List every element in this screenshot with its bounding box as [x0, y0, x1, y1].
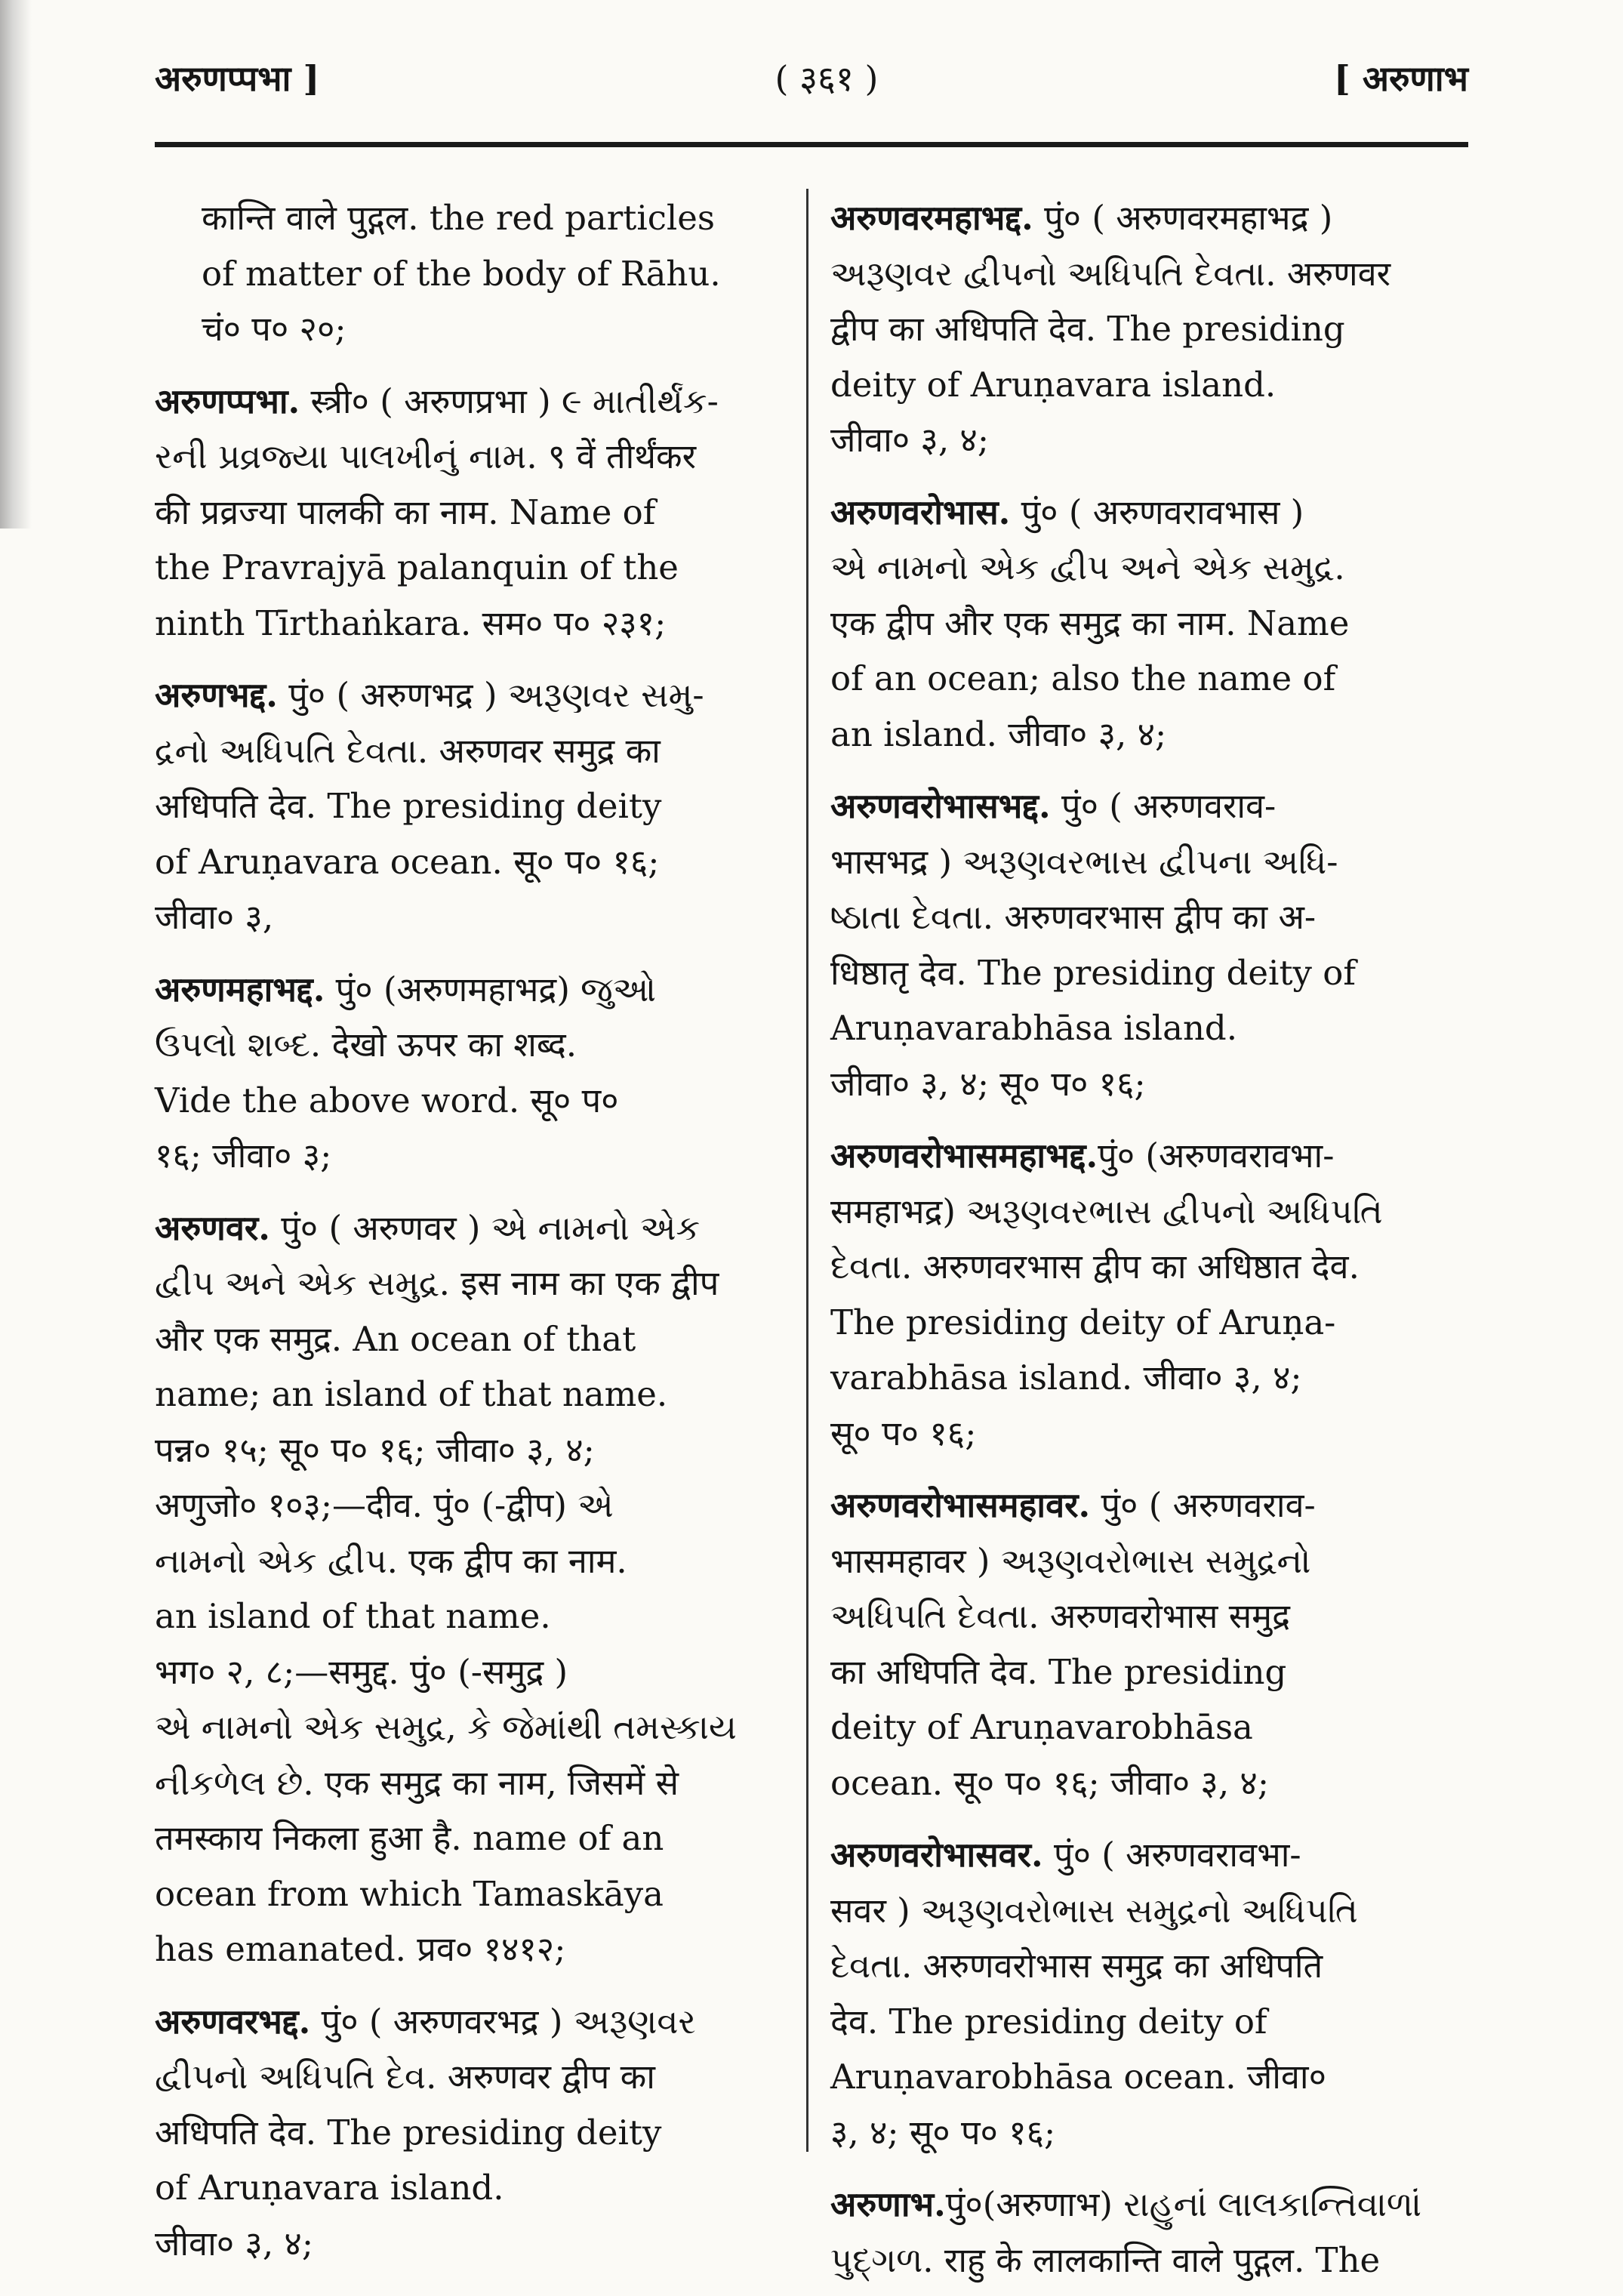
dictionary-entry: [155, 190, 789, 357]
dictionary-entry: [830, 1478, 1468, 1811]
entry-text: રની પ્રવ્રજ્યા પાલખીનું નામ. ९ वें तीर्थंकर: [155, 436, 696, 476]
entry-headword: अरुणवरोभासवर.: [830, 1835, 1043, 1875]
entry-line: [202, 301, 789, 357]
entry-line: [830, 190, 1468, 246]
entry-text: of Aruṇavara ocean. सू० प० १६;: [155, 841, 660, 882]
entry-headword: अरुणवरभद्द.: [155, 2001, 311, 2042]
entry-text: પુદ્ગળ. राहु के लालकान्ति वाले पुद्गल. The: [830, 2239, 1381, 2280]
entry-text: અરૂણવર દ્વીપનો અધિપતિ દેવતા. अरुणवर: [830, 253, 1391, 294]
entry-line: [830, 301, 1468, 357]
dictionary-entry: [830, 778, 1468, 1111]
entry-line: [830, 1350, 1468, 1406]
entry-headword: अरुणवरमहाभद्द.: [830, 198, 1033, 238]
entry-line: [155, 1994, 789, 2050]
entry-line: [155, 1700, 789, 1755]
entry-text: એ નામનો એક દ્વીપ અને એક સમુદ્ર.: [830, 547, 1345, 587]
entry-text: of Aruṇavara island.: [155, 2168, 504, 2208]
entry-line: [830, 1994, 1468, 2050]
entry-text: નીકળેલ છે. एक समुद्र का नाम, जिसमें से: [155, 1762, 679, 1803]
entry-text: ઉપલો શબ્દ. देखो ऊपर का शब्द.: [155, 1025, 577, 1065]
entry-text: सवर ) અરૂણવરોભાસ સમુદ્રનો અધિપતિ: [830, 1890, 1358, 1931]
entry-text: सू० प० १६;: [830, 1413, 977, 1453]
entry-text: स्त्री० ( अरुणप्रभा ) ૯ માતીર્થંક-: [300, 381, 719, 421]
entry-text: deity of Aruṇavarobhāsa: [830, 1707, 1253, 1747]
entry-headword: अरुणवरोभासभद्द.: [830, 786, 1051, 826]
entry-line: [155, 1589, 789, 1644]
entry-text: जीवा० ३,: [155, 897, 274, 937]
header-left-guideword: अरुणप्पभा ]: [155, 58, 320, 99]
entry-text: धिष्ठातृ देव. The presiding deity of: [830, 952, 1357, 993]
entry-text: पुं० ( अरुणवरावभास ): [1010, 492, 1304, 532]
entry-line: [155, 667, 789, 723]
entry-text: द्वीप का अधिपति देव. The presiding: [830, 309, 1345, 349]
entry-line: [155, 540, 789, 596]
entry-line: [830, 596, 1468, 652]
entry-text: ocean from which Tamaskāya: [155, 1873, 664, 1914]
entry-text: अधिपति देव. The presiding deity: [155, 786, 662, 826]
entry-line: [155, 1367, 789, 1422]
entry-line: [155, 374, 789, 430]
entry-line: [155, 485, 789, 541]
entry-text: पुं० ( अरुणभद्र ) અરૂણવર સમુ-: [277, 675, 704, 715]
entry-text: पुं०(अरुणाभ) રાહુનાં લાલકાન્તિવાળાં: [945, 2184, 1422, 2224]
entry-line: [830, 1406, 1468, 1462]
right-column: [830, 190, 1468, 2288]
entry-text: की प्रव्रज्या पालकी का नाम. Name of: [155, 492, 656, 532]
entry-line: [830, 1589, 1468, 1644]
column-separator: [806, 189, 808, 2152]
entry-text: દેવતા. अरुणवरभास द्वीप का अधिष्ठात देव.: [830, 1247, 1360, 1287]
left-column: [155, 190, 789, 2271]
entry-line: [830, 1239, 1468, 1295]
entry-line: [155, 2105, 789, 2161]
header-right-guideword: [ अरुणाभ: [1334, 58, 1468, 99]
entry-line: [155, 1128, 789, 1184]
entry-text: पन्न० १५; सू० प० १६; जीवा० ३, ४;: [155, 1429, 595, 1470]
entry-line: [830, 2233, 1468, 2288]
entry-text: of an ocean; also the name of: [830, 658, 1336, 698]
entry-text: पुं० ( अरुणवरभद्र ) અરૂણવર: [310, 2001, 696, 2042]
entry-line: [830, 1533, 1468, 1589]
entry-text: નામનો એક દ્વીપ. एक द्वीप का नाम.: [155, 1540, 627, 1581]
entry-text: દ્વીપનો અધિપતિ દેવ. अरुणवर द्वीप का: [155, 2057, 655, 2097]
entry-text: has emanated. प्रव० १४१२;: [155, 1929, 566, 1969]
entry-line: [155, 1478, 789, 1533]
entry-text: the Pravrajyā palanquin of the: [155, 547, 679, 587]
entry-text: भासभद्र ) અરૂણવરભાસ દ્વીપના અધિ-: [830, 841, 1338, 882]
dictionary-entry: [830, 190, 1468, 468]
entry-line: [830, 1700, 1468, 1755]
entry-text: भग० २, ८;—समुद्द. पुं० (-समुद्र ): [155, 1651, 568, 1692]
entry-line: [155, 1256, 789, 1311]
entry-headword: अरुणमहाभद्द.: [155, 969, 325, 1009]
entry-line: [155, 2216, 789, 2272]
entry-line: [155, 962, 789, 1018]
entry-text: पुं० ( अरुणवराव-: [1090, 1485, 1316, 1525]
entry-text: એ નામનો એક સમુદ્ર, કે જેમાંથી તમસ્કાય: [155, 1707, 737, 1747]
entry-text: of matter of the body of Rāhu.: [202, 253, 721, 294]
entry-line: [155, 2160, 789, 2216]
entry-headword: अरुणभद्द.: [155, 675, 278, 715]
entry-line: [830, 707, 1468, 763]
entry-text: पुं० ( अरुणवरमहाभद्र ): [1033, 198, 1333, 238]
entry-text: का अधिपति देव. The presiding: [830, 1651, 1287, 1692]
dictionary-entry: [155, 374, 789, 652]
entry-line: [155, 778, 789, 834]
entry-text: और एक समुद्र. An ocean of that: [155, 1318, 636, 1359]
entry-line: [155, 1922, 789, 1977]
dictionary-entry: [830, 1128, 1468, 1461]
entry-line: [830, 1128, 1468, 1184]
entry-text: पुं० ( अरुणवरावभा-: [1042, 1835, 1301, 1875]
entry-line: [830, 889, 1468, 945]
entry-line: [155, 429, 789, 485]
entry-line: [202, 190, 789, 246]
entry-line: [155, 1017, 789, 1073]
entry-line: [155, 1422, 789, 1478]
entry-line: [155, 889, 789, 945]
entry-text: દેવતા. अरुणवरोभास समुद्र का अधिपति: [830, 1946, 1323, 1986]
entry-line: [830, 1000, 1468, 1056]
entry-text: an island. जीवा० ३, ४;: [830, 713, 1167, 754]
entry-text: देव. The presiding deity of: [830, 2001, 1267, 2042]
entry-text: Aruṇavarobhāsa ocean. जीवा०: [830, 2057, 1326, 2097]
entry-line: [830, 357, 1468, 413]
entry-headword: अरुणप्पभा.: [155, 381, 300, 421]
entry-text: भासमहावर ) અરૂણવરોભાસ સમુદ્રનો: [830, 1540, 1311, 1581]
entry-text: Aruṇavarabhāsa island.: [830, 1008, 1238, 1048]
entry-text: ષ્ઠાતા દેવતા. अरुणवरभास द्वीप का अ-: [830, 897, 1317, 937]
entry-line: [155, 2049, 789, 2105]
entry-line: [830, 1478, 1468, 1533]
entry-line: [830, 1883, 1468, 1939]
entry-text: The presiding deity of Aruṇa-: [830, 1302, 1336, 1342]
entry-text: deity of Aruṇavara island.: [830, 364, 1277, 405]
entry-text: દ્વીપ અને એક સમુદ્ર. इस नाम का एक द्वीप: [155, 1263, 719, 1303]
entry-line: [830, 2177, 1468, 2233]
entry-line: [155, 1866, 789, 1922]
entry-text: जीवा० ३, ४;: [830, 420, 989, 460]
entry-line: [830, 540, 1468, 596]
entry-line: [830, 2105, 1468, 2161]
entry-headword: अरुणवर.: [155, 1207, 270, 1248]
entry-text: an island of that name.: [155, 1596, 551, 1636]
entry-text: पुं० (अरुणमहाभद्र) જુઓ: [325, 969, 656, 1009]
entry-text: ३, ४; सू० प० १६;: [830, 2112, 1056, 2153]
entry-line: [830, 778, 1468, 834]
entry-line: [830, 1938, 1468, 1994]
entry-text: अणुजो० १०३;—दीव. पुं० (-द्वीप) એ: [155, 1485, 614, 1525]
entry-text: चं० प० २०;: [202, 309, 346, 349]
dictionary-entry: [155, 1200, 789, 1977]
entry-line: [830, 1644, 1468, 1700]
page-header: [155, 47, 1468, 115]
entry-line: [830, 2049, 1468, 2105]
entry-headword: अरुणवरोभासमहाभद्द.: [830, 1136, 1098, 1176]
entry-headword: अरुणाभ.: [830, 2184, 946, 2224]
entry-line: [155, 1073, 789, 1129]
entry-line: [830, 945, 1468, 1001]
entry-line: [155, 596, 789, 652]
entry-line: [830, 834, 1468, 890]
entry-line: [830, 412, 1468, 468]
binding-edge: [0, 0, 32, 529]
entry-text: कान्ति वाले पुद्गल. the red particles: [202, 198, 716, 238]
entry-text: દ્રનો અધિપતિ દેવતા. अरुणवर समुद्र का: [155, 730, 661, 771]
dictionary-entry: [830, 1827, 1468, 2160]
entry-text: अधिपति देव. The presiding deity: [155, 2112, 662, 2153]
entry-text: एक द्वीप और एक समुद्र का नाम. Name: [830, 603, 1350, 643]
dictionary-entry: [155, 667, 789, 945]
dictionary-entry: [830, 485, 1468, 763]
entry-line: [155, 1200, 789, 1256]
entry-text: Vide the above word. सू० प०: [155, 1080, 619, 1120]
entry-text: ninth Tīrthaṅkara. सम० प० २३१;: [155, 603, 667, 643]
entry-text: जीवा० ३, ४;: [155, 2223, 313, 2264]
entry-line: [830, 651, 1468, 707]
entry-line: [155, 1533, 789, 1589]
dictionary-entry: [830, 2177, 1468, 2288]
entry-text: name; an island of that name.: [155, 1374, 668, 1414]
entry-line: [830, 1755, 1468, 1811]
page-number: ( ३६१ ): [775, 58, 879, 99]
entry-line: [830, 1184, 1468, 1240]
header-rule: [155, 142, 1468, 147]
entry-text: १६; जीवा० ३;: [155, 1136, 332, 1176]
entry-line: [830, 1827, 1468, 1883]
entry-line: [155, 834, 789, 890]
dictionary-entry: [155, 962, 789, 1184]
entry-line: [830, 246, 1468, 302]
entry-text: समहाभद्र) અરૂણવરભાસ દ્વીપનો અધિપતિ: [830, 1191, 1383, 1231]
entry-text: तमस्काय निकला हुआ है. name of an: [155, 1818, 664, 1858]
entry-text: અધિપતિ દેવતા. अरुणवरोभास समुद्र: [830, 1596, 1290, 1636]
entry-line: [155, 1811, 789, 1866]
entry-line: [155, 1311, 789, 1367]
entry-line: [155, 1644, 789, 1700]
entry-text: ocean. सू० प० १६; जीवा० ३, ४;: [830, 1762, 1269, 1803]
entry-headword: अरुणवरोभासमहावर.: [830, 1485, 1091, 1525]
entry-text: पुं० ( अरुणवराव-: [1050, 786, 1277, 826]
entry-text: जीवा० ३, ४; सू० प० १६;: [830, 1063, 1146, 1104]
entry-line: [202, 246, 789, 302]
dictionary-entry: [155, 1994, 789, 2272]
entry-text: varabhāsa island. जीवा० ३, ४;: [830, 1358, 1302, 1398]
entry-text: पुं० (अरुणवरावभा-: [1098, 1136, 1335, 1176]
entry-line: [830, 485, 1468, 541]
entry-line: [155, 1755, 789, 1811]
entry-line: [830, 1295, 1468, 1351]
entry-headword: अरुणवरोभास.: [830, 492, 1011, 532]
entry-line: [155, 723, 789, 779]
entry-text: पुं० ( अरुणवर ) એ નામનો એક: [269, 1207, 701, 1248]
entry-line: [830, 1056, 1468, 1112]
